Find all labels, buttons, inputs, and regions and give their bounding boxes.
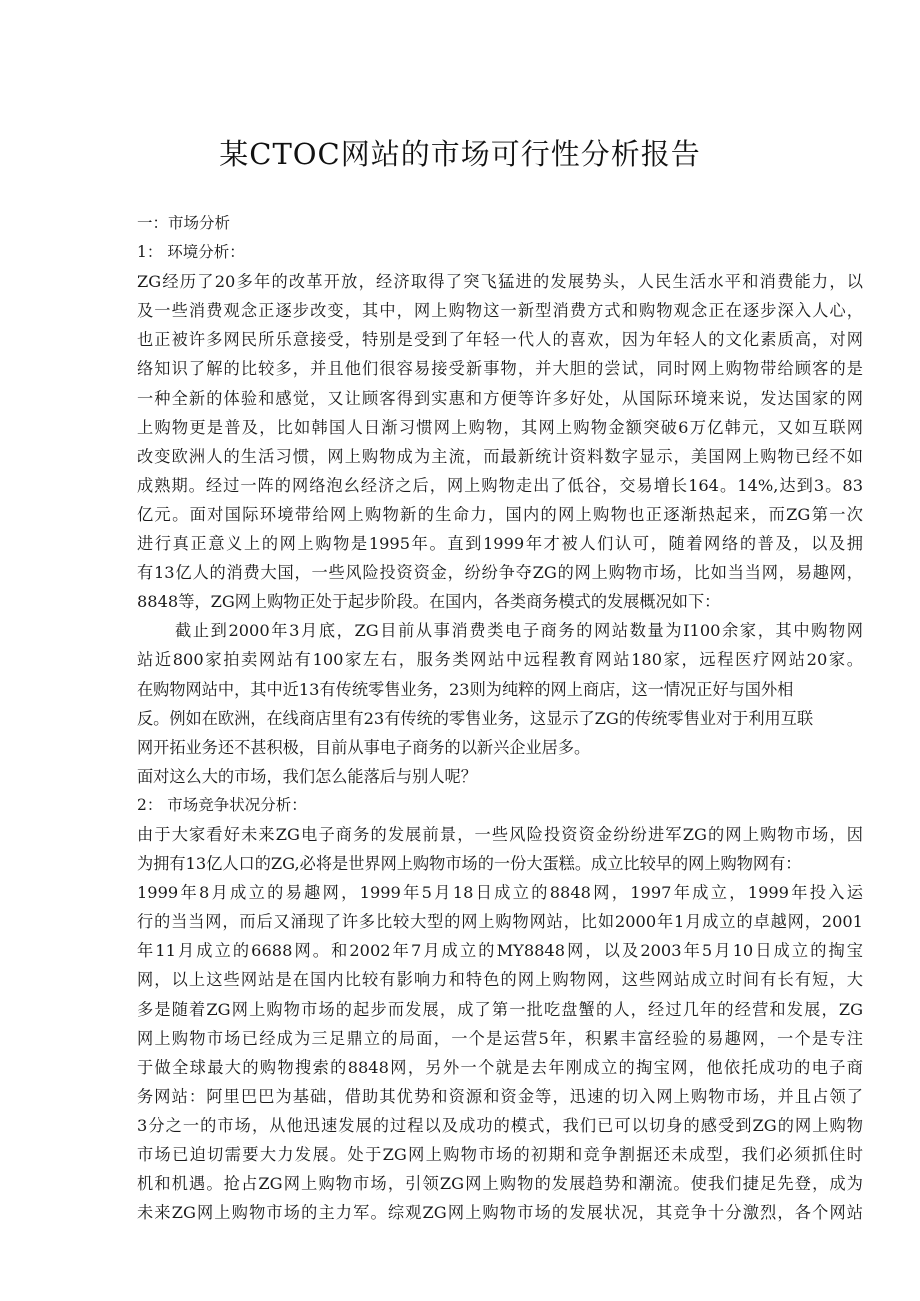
paragraph-line: 8848等，ZG网上购物正处于起步阶段。在国内，各类商务模式的发展概况如下： — [137, 592, 721, 612]
section-heading: 2： 市场竞争状况分析： — [137, 795, 307, 814]
paragraph-line: 面对这么大的市场，我们怎么能落后与别人呢？ — [137, 766, 477, 786]
paragraph-line: 络知识了解的比较多，并且他们很容易接受新事物，并大胆的尝试，同时网上购物带给顾客的是 — [137, 359, 863, 379]
paragraph-line: 网，以上这些网站是在国内比较有影响力和特色的网上购物网，这些网站成立时间有长有短，大 — [137, 970, 863, 990]
paragraph-line: ZG经历了20多年的改革开放，经济取得了突飞猛进的发展势头，人民生活水平和消费能力，以 — [137, 272, 863, 292]
paragraph-line: 成熟期。经过一阵的网络泡幺经济之后，网上购物走出了低谷，交易增长164。14%,达到3。83 — [137, 475, 863, 495]
paragraph-line: 及一些消费观念正逐步改变，其中，网上购物这一新型消费方式和购物观念正在逐步深入人心， — [137, 301, 863, 321]
paragraph-line: 在购物网站中，其中近13有传统零售业务，23则为纯粹的网上商店，这一情况正好与国外相 — [137, 679, 794, 699]
section-heading: 1： 环境分析： — [137, 243, 245, 262]
paragraph-line: 务网站：阿里巴巴为基础，借助其优势和资源和资金等，迅速的切入网上购物市场，并且占领了 — [137, 1086, 863, 1106]
paragraph-line: 有13亿人的消费大国，一些风险投资资金，纷纷争夺ZG的网上购物市场，比如当当网，易趣网， — [137, 563, 863, 583]
paragraph-line: 于做全球最大的购物搜索的8848网，另外一个就是去年刚成立的掏宝网，他依托成功的电子商 — [137, 1057, 863, 1077]
paragraph-line: 1999年8月成立的易趣网，1999年5月18日成立的8848网，1997年成立，1999年投入运 — [137, 883, 863, 903]
paragraph-line: 反。例如在欧洲，在线商店里有23有传统的零售业务，这显示了ZG的传统零售业对于利用互联 — [137, 708, 814, 728]
paragraph-line: 也正被许多网民所乐意接受，特别是受到了年轻一代人的喜欢，因为年轻人的文化素质高，对网 — [137, 330, 863, 350]
paragraph-line: 3分之一的市场，从他迅速发展的过程以及成功的模式，我们已可以切身的感受到ZG的网上购物 — [137, 1115, 863, 1135]
paragraph-line: 一种全新的体验和感觉，又让顾客得到实惠和方便等许多好处，从国际环境来说，发达国家的网 — [137, 388, 863, 408]
section-heading: 一：市场分析 — [137, 214, 231, 232]
document-body — [137, 209, 863, 1227]
paragraph-line: 亿元。面对国际环境带给网上购物新的生命力，国内的网上购物也正逐渐热起来，而ZG第一次 — [137, 504, 863, 524]
paragraph-line: 网上购物市场已经成为三足鼎立的局面，一个是运营5年，积累丰富经验的易趣网，一个是专注 — [137, 1028, 863, 1048]
paragraph-line: 未来ZG网上购物市场的主力军。综观ZG网上购物市场的发展状况，其竞争十分激烈，各个网站 — [137, 1203, 863, 1223]
document-title: 某CTOC网站的市场可行性分析报告 — [219, 137, 701, 171]
paragraph-line: 市场已迫切需要大力发展。处于ZG网上购物市场的初期和竞争割据还未成型，我们必须抓住时 — [137, 1145, 863, 1164]
paragraph-line: 改变欧洲人的生活习惯，网上购物成为主流，而最新统计资料数字显示，美国网上购物已经不如 — [137, 446, 863, 466]
paragraph-line: 进行真正意义上的网上购物是1995年。直到1999年才被人们认可，随着网络的普及，以及拥 — [137, 534, 863, 554]
paragraph-line: 为拥有13亿人口的ZG,必将是世界网上购物市场的一份大蛋糕。成立比较早的网上购物网有： — [137, 854, 802, 874]
paragraph-line: 站近800家拍卖网站有100家左右，服务类网站中远程教育网站180家，远程医疗网站20家。 — [137, 650, 863, 670]
paragraph-line: 由于大家看好未来ZG电子商务的发展前景，一些风险投资资金纷纷进军ZG的网上购物市场，因 — [137, 824, 863, 844]
paragraph-line: 网开拓业务还不甚积极，目前从事电子商务的以新兴企业居多。 — [137, 737, 591, 757]
paragraph-line: 机和机遇。抢占ZG网上购物市场，引领ZG网上购物的发展趋势和潮流。使我们捷足先登，成为 — [137, 1174, 863, 1194]
paragraph-line: 行的当当网，而后又涌现了许多比较大型的网上购物网站，比如2000年1月成立的卓越网，2001 — [137, 912, 863, 932]
paragraph-line: 年11月成立的6688网。和2002年7月成立的MY8848网，以及2003年5月10日成立的掏宝 — [137, 941, 863, 961]
paragraph-line: 截止到2000年3月底，ZG目前从事消费类电子商务的网站数量为I100余家，其中购物网 — [175, 621, 863, 641]
paragraph-line: 多是随着ZG网上购物市场的起步而发展，成了第一批吃盘蟹的人，经过几年的经营和发展，ZG — [137, 999, 863, 1019]
paragraph-line: 上购物更是普及，比如韩国人日渐习惯网上购物，其网上购物金额突破6万亿韩元，又如互联网 — [137, 417, 863, 437]
